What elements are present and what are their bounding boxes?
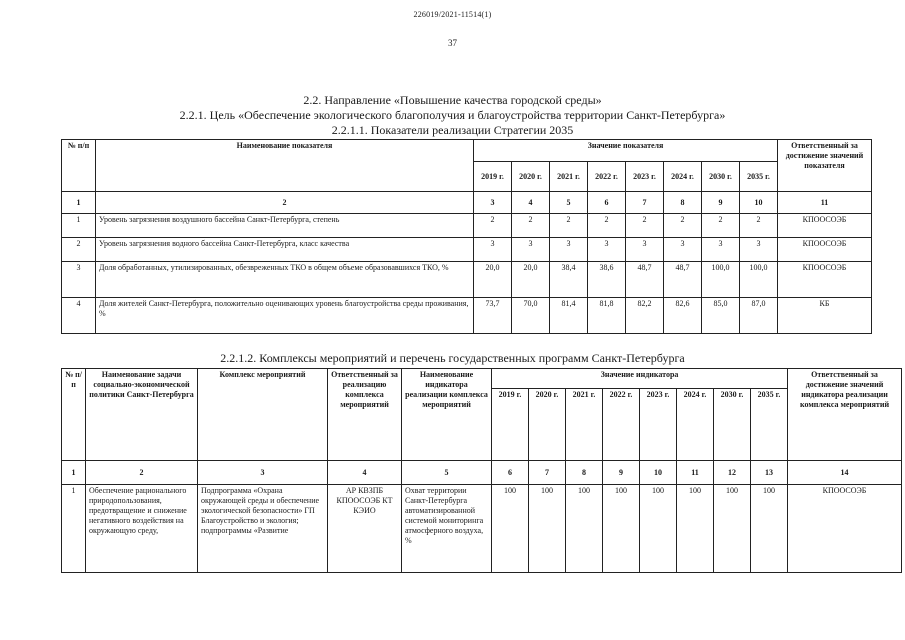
t1-header-name: Наименование показателя <box>96 140 474 192</box>
t1-colnum: 4 <box>512 192 550 214</box>
t1-cell: 2 <box>702 214 740 238</box>
t1-row-num: 3 <box>62 262 96 298</box>
t1-colnum: 2 <box>96 192 474 214</box>
t1-row-name: Уровень загрязнения воздушного бассейна Санкт-Петербурга, степень <box>96 214 474 238</box>
t2-year: 2030 г. <box>714 389 751 461</box>
t1-cell: 81,8 <box>588 298 626 334</box>
t1-row-num: 4 <box>62 298 96 334</box>
t2-colnum: 9 <box>603 461 640 485</box>
t1-cell: 3 <box>512 238 550 262</box>
t2-colnum: 7 <box>529 461 566 485</box>
t1-row-name: Уровень загрязнения водного бассейна Санкт-Петербурга, класс качества <box>96 238 474 262</box>
t1-year: 2035 г. <box>740 162 778 192</box>
document-id: 226019/2021-11514(1) <box>413 10 492 19</box>
t1-colnum: 6 <box>588 192 626 214</box>
t2-cell: 100 <box>566 485 603 573</box>
t1-cell: 3 <box>474 238 512 262</box>
t2-cell: 100 <box>603 485 640 573</box>
t2-colnum: 14 <box>788 461 902 485</box>
t2-header-responsible-impl: Ответственный за реализацию комплекса мероприятий <box>328 369 402 461</box>
t2-colnum: 4 <box>328 461 402 485</box>
t2-cell: 100 <box>640 485 677 573</box>
t2-row-num: 1 <box>62 485 86 573</box>
complexes-heading: 2.2.1.2. Комплексы мероприятий и перечень государственных программ Санкт-Петербурга <box>220 351 685 365</box>
t1-year: 2030 г. <box>702 162 740 192</box>
t2-header-values: Значение индикатора <box>492 369 788 389</box>
table-row <box>62 214 872 238</box>
t1-header-num: № п/п <box>62 140 96 192</box>
t1-cell: 70,0 <box>512 298 550 334</box>
t1-colnum: 5 <box>550 192 588 214</box>
t2-year: 2019 г. <box>492 389 529 461</box>
t2-year: 2024 г. <box>677 389 714 461</box>
t2-number-row <box>62 461 902 485</box>
t2-colnum: 11 <box>677 461 714 485</box>
t1-year: 2021 г. <box>550 162 588 192</box>
t1-cell: 2 <box>626 214 664 238</box>
t1-cell: 3 <box>740 238 778 262</box>
t1-cell: 73,7 <box>474 298 512 334</box>
t2-row-responsible-impl: АР КВЗПБ КПООСОЭБ КТ КЭИО <box>328 485 402 573</box>
t1-colnum: 3 <box>474 192 512 214</box>
t1-colnum: 1 <box>62 192 96 214</box>
t1-header-responsible: Ответственный за достижение значений показателя <box>778 140 872 192</box>
t1-cell: 2 <box>740 214 778 238</box>
t1-cell: 100,0 <box>702 262 740 298</box>
t1-cell: 82,2 <box>626 298 664 334</box>
t2-colnum: 5 <box>402 461 492 485</box>
table-row <box>62 485 902 573</box>
t1-cell: 20,0 <box>512 262 550 298</box>
t1-header-values: Значение показателя <box>474 140 778 162</box>
t1-cell: 38,6 <box>588 262 626 298</box>
t2-year: 2022 г. <box>603 389 640 461</box>
t2-header-indicator: Наименование индикатора реализации комплекса мероприятий <box>402 369 492 461</box>
table-row <box>62 298 872 334</box>
t1-row-resp: КПООСОЭБ <box>778 262 872 298</box>
t2-year: 2035 г. <box>751 389 788 461</box>
t2-cell: 100 <box>714 485 751 573</box>
t1-row-resp: КБ <box>778 298 872 334</box>
t2-row-task: Обеспечение рационального природопользования, предотвращение и снижение негативного воздействия на окружающую среду, <box>86 485 198 573</box>
table-row <box>62 262 872 298</box>
t1-number-row <box>62 192 872 214</box>
t1-year: 2022 г. <box>588 162 626 192</box>
t1-row-resp: КПООСОЭБ <box>778 238 872 262</box>
t2-header-complex: Комплекс мероприятий <box>198 369 328 461</box>
t1-row-name: Доля жителей Санкт-Петербурга, положительно оценивающих уровень благоустройства среды проживания, % <box>96 298 474 334</box>
t1-row-num: 2 <box>62 238 96 262</box>
t1-year: 2023 г. <box>626 162 664 192</box>
t1-cell: 38,4 <box>550 262 588 298</box>
t1-year: 2024 г. <box>664 162 702 192</box>
t2-header-num: № п/п <box>62 369 86 461</box>
indicators-table <box>61 139 872 334</box>
t2-colnum: 2 <box>86 461 198 485</box>
t1-cell: 3 <box>664 238 702 262</box>
t1-cell: 3 <box>702 238 740 262</box>
t1-row-num: 1 <box>62 214 96 238</box>
t1-cell: 2 <box>588 214 626 238</box>
t2-row-indicator: Охват территории Санкт-Петербурга автоматизированной системой мониторинга атмосферного воздуха, % <box>402 485 492 573</box>
t2-year: 2021 г. <box>566 389 603 461</box>
section-heading: 2.2. Направление «Повышение качества городской среды» <box>303 93 602 107</box>
t2-row-complex: Подпрограмма «Охрана окружающей среды и обеспечение экологической безопасности» ГП Благоустройство и экология; подпрограммы «Развитие <box>198 485 328 573</box>
t1-cell: 2 <box>550 214 588 238</box>
t1-colnum: 10 <box>740 192 778 214</box>
t1-cell: 2 <box>664 214 702 238</box>
indicators-heading: 2.2.1.1. Показатели реализации Стратегии 2035 <box>331 123 574 137</box>
t2-header-responsible: Ответственный за достижение значений индикатора реализации комплекса мероприятий <box>788 369 902 461</box>
t1-cell: 3 <box>550 238 588 262</box>
table-row <box>62 238 872 262</box>
t2-year: 2020 г. <box>529 389 566 461</box>
page-number: 37 <box>448 38 457 48</box>
goal-heading: 2.2.1. Цель «Обеспечение экологического благополучия и благоустройства территории Санкт-Петербурга» <box>179 108 726 122</box>
t1-cell: 81,4 <box>550 298 588 334</box>
t2-cell: 100 <box>751 485 788 573</box>
t2-cell: 100 <box>677 485 714 573</box>
t2-cell: 100 <box>492 485 529 573</box>
t2-colnum: 8 <box>566 461 603 485</box>
t1-row-resp: КПООСОЭБ <box>778 214 872 238</box>
t2-colnum: 6 <box>492 461 529 485</box>
t1-year: 2020 г. <box>512 162 550 192</box>
complexes-table <box>61 368 902 573</box>
t2-colnum: 10 <box>640 461 677 485</box>
t1-cell: 2 <box>474 214 512 238</box>
t1-cell: 48,7 <box>664 262 702 298</box>
t1-colnum: 11 <box>778 192 872 214</box>
t2-cell: 100 <box>529 485 566 573</box>
t1-colnum: 9 <box>702 192 740 214</box>
t2-header-task: Наименование задачи социально-экономической политики Санкт-Петербурга <box>86 369 198 461</box>
t1-colnum: 8 <box>664 192 702 214</box>
t2-colnum: 12 <box>714 461 751 485</box>
t1-colnum: 7 <box>626 192 664 214</box>
t1-cell: 100,0 <box>740 262 778 298</box>
t2-colnum: 1 <box>62 461 86 485</box>
t1-cell: 3 <box>588 238 626 262</box>
t1-cell: 2 <box>512 214 550 238</box>
t1-year: 2019 г. <box>474 162 512 192</box>
t1-cell: 3 <box>626 238 664 262</box>
t1-cell: 82,6 <box>664 298 702 334</box>
t1-row-name: Доля обработанных, утилизированных, обезвреженных ТКО в общем объеме образовавшихся ТКО, % <box>96 262 474 298</box>
t2-row-resp: КПООСОЭБ <box>788 485 902 573</box>
t2-colnum: 13 <box>751 461 788 485</box>
t1-cell: 87,0 <box>740 298 778 334</box>
t2-colnum: 3 <box>198 461 328 485</box>
t2-year: 2023 г. <box>640 389 677 461</box>
t1-cell: 85,0 <box>702 298 740 334</box>
t1-cell: 48,7 <box>626 262 664 298</box>
t1-cell: 20,0 <box>474 262 512 298</box>
